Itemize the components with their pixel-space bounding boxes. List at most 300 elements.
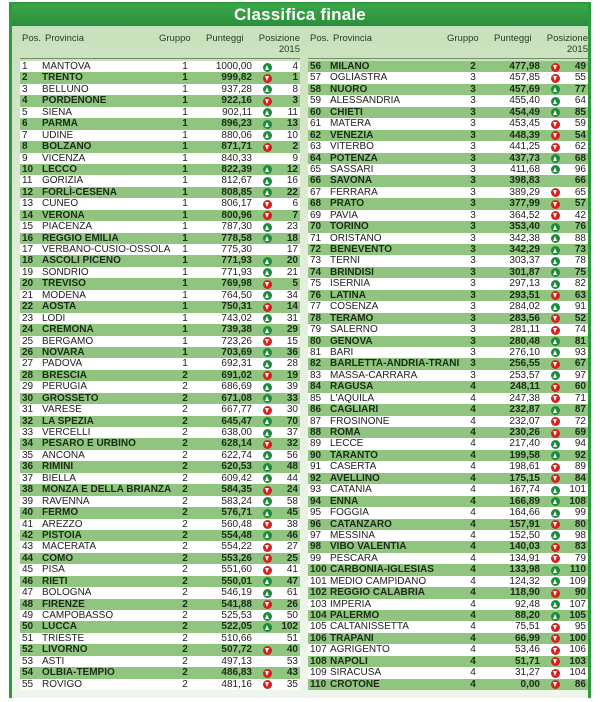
- rank-cell: 25: [22, 335, 34, 347]
- gruppo-cell: 3: [470, 106, 476, 118]
- table-row: [20, 496, 300, 507]
- gruppo-cell: 2: [470, 61, 476, 72]
- rank-cell: 92: [310, 472, 322, 484]
- rank-cell: 45: [22, 564, 34, 576]
- arrow-up-icon: [263, 188, 272, 197]
- rank-cell: 99: [310, 552, 322, 564]
- position-2015-cell: 66: [574, 175, 586, 187]
- punteggi-cell: 75,51: [514, 621, 540, 633]
- gruppo-cell: 4: [470, 678, 476, 690]
- position-2015-cell: 12: [286, 163, 298, 175]
- arrow-up-icon: [551, 531, 560, 540]
- punteggi-cell: 198,61: [509, 461, 540, 473]
- gruppo-cell: 4: [470, 415, 476, 427]
- position-2015-cell: 28: [286, 358, 298, 370]
- rank-cell: 80: [310, 335, 322, 347]
- gruppo-cell: 2: [182, 369, 188, 381]
- arrow-up-icon: [551, 85, 560, 94]
- arrow-down-icon: [551, 326, 560, 335]
- table-row: [308, 278, 588, 289]
- gruppo-cell: 1: [182, 175, 188, 187]
- position-2015-cell: 42: [574, 209, 586, 221]
- punteggi-cell: 293,51: [509, 289, 540, 301]
- arrow-up-icon: [551, 223, 560, 232]
- table-row: [308, 347, 588, 358]
- equal-icon: [263, 154, 272, 163]
- table-row: [20, 644, 300, 655]
- rank-cell: 37: [22, 472, 34, 484]
- position-2015-cell: 76: [574, 221, 586, 233]
- arrow-up-icon: [263, 577, 272, 586]
- gruppo-cell: 1: [182, 232, 188, 244]
- position-2015-cell: 40: [286, 644, 298, 656]
- provincia-cell: CREMONA: [42, 324, 94, 336]
- provincia-cell: PADOVA: [42, 358, 83, 370]
- punteggi-cell: 840,33: [221, 152, 252, 164]
- table-row: [308, 381, 588, 392]
- provincia-cell: MATERA: [330, 118, 371, 130]
- punteggi-cell: 140,03: [509, 541, 540, 553]
- header-gruppo: Gruppo: [447, 33, 479, 44]
- position-2015-cell: 48: [286, 461, 298, 473]
- provincia-cell: REGGIO EMILIA: [42, 232, 119, 244]
- provincia-cell: MODENA: [42, 289, 86, 301]
- table-row: [308, 553, 588, 564]
- provincia-cell: PESCARA: [330, 552, 378, 564]
- position-2015-cell: 7: [292, 209, 298, 221]
- punteggi-cell: 622,74: [221, 449, 252, 461]
- arrow-down-icon: [551, 429, 560, 438]
- rank-cell: 89: [310, 438, 322, 450]
- position-2015-cell: 64: [574, 95, 586, 107]
- rank-cell: 30: [22, 392, 34, 404]
- rank-cell: 24: [22, 324, 34, 336]
- provincia-cell: GROSSETO: [42, 392, 99, 404]
- punteggi-cell: 609,42: [221, 472, 252, 484]
- arrow-up-icon: [263, 463, 272, 472]
- gruppo-cell: 1: [182, 118, 188, 130]
- table-row: [20, 164, 300, 175]
- punteggi-cell: 175,15: [509, 472, 540, 484]
- rank-cell: 91: [310, 461, 322, 473]
- position-2015-cell: 80: [574, 518, 586, 530]
- table-row: [308, 210, 588, 221]
- arrow-down-icon: [263, 554, 272, 563]
- rank-cell: 40: [22, 507, 34, 519]
- arrow-up-icon: [263, 257, 272, 266]
- gruppo-cell: 4: [470, 632, 476, 644]
- provincia-cell: COSENZA: [330, 301, 379, 313]
- position-2015-cell: 19: [286, 369, 298, 381]
- arrow-down-icon: [263, 211, 272, 220]
- gruppo-cell: 3: [470, 198, 476, 210]
- rank-cell: 36: [22, 461, 34, 473]
- provincia-cell: SONDRIO: [42, 266, 89, 278]
- gruppo-cell: 3: [470, 289, 476, 301]
- position-2015-cell: 79: [574, 552, 586, 564]
- punteggi-cell: 377,99: [509, 198, 540, 210]
- arrow-down-icon: [551, 543, 560, 552]
- rank-cell: 15: [22, 221, 34, 233]
- arrow-up-icon: [263, 63, 272, 72]
- table-row: [20, 107, 300, 118]
- punteggi-cell: 230,26: [509, 427, 540, 438]
- table-row: [308, 667, 588, 678]
- punteggi-cell: 453,45: [509, 118, 540, 130]
- arrow-up-icon: [263, 589, 272, 598]
- provincia-cell: TRENTO: [42, 72, 83, 84]
- rank-cell: 8: [22, 141, 28, 153]
- gruppo-cell: 2: [182, 667, 188, 679]
- position-2015-cell: 81: [574, 335, 586, 347]
- punteggi-cell: 554,48: [221, 529, 252, 541]
- punteggi-cell: 628,14: [221, 438, 252, 450]
- position-2015-cell: 102: [281, 621, 298, 633]
- provincia-cell: ASCOLI PICENO: [42, 255, 121, 267]
- rank-cell: 19: [22, 266, 34, 278]
- punteggi-cell: 389,29: [509, 186, 540, 198]
- provincia-cell: RIMINI: [42, 461, 74, 473]
- provincia-cell: CHIETI: [330, 106, 363, 118]
- punteggi-cell: 398,83: [509, 175, 540, 187]
- punteggi-cell: 232,07: [509, 415, 540, 427]
- rank-cell: 74: [310, 266, 322, 278]
- provincia-cell: ROMA: [330, 427, 361, 438]
- gruppo-cell: 2: [182, 610, 188, 621]
- rank-cell: 53: [22, 655, 34, 667]
- provincia-cell: CARBONIA-IGLESIAS: [330, 564, 434, 576]
- rank-cell: 103: [310, 598, 327, 610]
- rank-cell: 104: [310, 610, 327, 621]
- provincia-cell: PALERMO: [330, 610, 380, 621]
- position-2015-cell: 93: [574, 346, 586, 358]
- gruppo-cell: 3: [470, 312, 476, 324]
- gruppo-cell: 2: [182, 404, 188, 416]
- punteggi-cell: 284,02: [509, 301, 540, 313]
- gruppo-cell: 2: [182, 678, 188, 690]
- provincia-cell: AOSTA: [42, 301, 77, 313]
- table-row: [20, 130, 300, 141]
- rank-cell: 10: [22, 163, 34, 175]
- provincia-cell: BRINDISI: [330, 266, 374, 278]
- provincia-cell: VERBANO-CUSIO-OSSOLA: [42, 244, 171, 255]
- punteggi-cell: 164,66: [509, 507, 540, 519]
- rank-cell: 38: [22, 484, 34, 496]
- position-2015-cell: 108: [569, 495, 586, 507]
- punteggi-cell: 550,01: [221, 575, 252, 587]
- position-2015-cell: 5: [292, 278, 298, 290]
- provincia-cell: CASERTA: [330, 461, 377, 473]
- position-2015-cell: 73: [574, 244, 586, 255]
- arrow-down-icon: [551, 646, 560, 655]
- rank-cell: 110: [310, 678, 327, 690]
- rank-cell: 76: [310, 289, 322, 301]
- arrow-up-icon: [551, 486, 560, 495]
- position-2015-cell: 75: [574, 266, 586, 278]
- rank-cell: 4: [22, 95, 28, 107]
- arrow-up-icon: [263, 429, 272, 438]
- table-row: [20, 473, 300, 484]
- table-row: [20, 507, 300, 518]
- position-2015-cell: 26: [286, 598, 298, 610]
- punteggi-cell: 1000,00: [215, 61, 252, 72]
- header-gruppo: Gruppo: [159, 33, 191, 44]
- provincia-cell: VICENZA: [42, 152, 86, 164]
- provincia-cell: UDINE: [42, 129, 74, 141]
- table-row: [308, 198, 588, 209]
- punteggi-cell: 667,77: [221, 404, 252, 416]
- rank-cell: 28: [22, 369, 34, 381]
- rank-cell: 68: [310, 198, 322, 210]
- arrow-up-icon: [551, 337, 560, 346]
- position-2015-cell: 99: [574, 507, 586, 519]
- header-pos: Pos.: [22, 33, 42, 44]
- position-2015-cell: 54: [574, 129, 586, 141]
- position-2015-cell: 71: [574, 392, 586, 404]
- gruppo-cell: 4: [470, 598, 476, 610]
- gruppo-cell: 1: [182, 141, 188, 153]
- rank-cell: 66: [310, 175, 322, 187]
- rank-cell: 73: [310, 255, 322, 267]
- punteggi-cell: 297,13: [509, 278, 540, 290]
- punteggi-cell: 157,91: [509, 518, 540, 530]
- position-2015-cell: 106: [569, 644, 586, 656]
- arrow-up-icon: [263, 223, 272, 232]
- table-row: [308, 336, 588, 347]
- provincia-cell: TERNI: [330, 255, 360, 267]
- gruppo-cell: 2: [182, 472, 188, 484]
- gruppo-cell: 2: [182, 427, 188, 438]
- rank-cell: 32: [22, 415, 34, 427]
- rank-cell: 51: [22, 632, 34, 644]
- provincia-cell: LECCE: [330, 438, 364, 450]
- arrow-up-icon: [551, 154, 560, 163]
- table-row: [20, 633, 300, 644]
- arrow-up-icon: [551, 577, 560, 586]
- punteggi-cell: 771,93: [221, 266, 252, 278]
- gruppo-cell: 4: [470, 552, 476, 564]
- arrow-down-icon: [551, 634, 560, 643]
- gruppo-cell: 3: [470, 369, 476, 381]
- rank-cell: 65: [310, 163, 322, 175]
- gruppo-cell: 1: [182, 301, 188, 313]
- arrow-up-icon: [263, 623, 272, 632]
- punteggi-cell: 554,22: [221, 541, 252, 553]
- provincia-cell: VENEZIA: [330, 129, 374, 141]
- gruppo-cell: 2: [182, 415, 188, 427]
- punteggi-cell: 253,57: [509, 369, 540, 381]
- punteggi-cell: 723,26: [221, 335, 252, 347]
- table-row: [20, 255, 300, 266]
- arrow-down-icon: [551, 74, 560, 83]
- position-2015-cell: 34: [286, 289, 298, 301]
- page-title: Classifica finale: [234, 5, 366, 24]
- arrow-down-icon: [551, 669, 560, 678]
- rank-cell: 97: [310, 529, 322, 541]
- arrow-up-icon: [551, 451, 560, 460]
- table-row: [20, 450, 300, 461]
- punteggi-cell: 448,39: [509, 129, 540, 141]
- position-2015-cell: 105: [569, 610, 586, 621]
- provincia-cell: LUCCA: [42, 621, 77, 633]
- position-2015-cell: 94: [574, 438, 586, 450]
- rank-cell: 62: [310, 129, 322, 141]
- position-2015-cell: 91: [574, 301, 586, 313]
- arrow-down-icon: [551, 680, 560, 689]
- punteggi-cell: 541,88: [221, 598, 252, 610]
- provincia-cell: POTENZA: [330, 152, 378, 164]
- gruppo-cell: 3: [470, 141, 476, 153]
- rank-cell: 102: [310, 587, 327, 599]
- table-row: [308, 541, 588, 552]
- arrow-down-icon: [263, 97, 272, 106]
- arrow-up-icon: [263, 509, 272, 518]
- arrow-down-icon: [263, 543, 272, 552]
- position-2015-cell: 3: [292, 95, 298, 107]
- position-2015-cell: 18: [286, 232, 298, 244]
- position-2015-cell: 46: [286, 529, 298, 541]
- gruppo-cell: 1: [182, 198, 188, 210]
- rank-cell: 48: [22, 598, 34, 610]
- rank-cell: 78: [310, 312, 322, 324]
- position-2015-cell: 98: [574, 529, 586, 541]
- provincia-cell: L'AQUILA: [330, 392, 375, 404]
- provincia-cell: MEDIO CAMPIDANO: [330, 575, 427, 587]
- arrow-down-icon: [551, 131, 560, 140]
- table-row: [308, 107, 588, 118]
- position-2015-cell: 70: [286, 415, 298, 427]
- punteggi-cell: 134,91: [509, 552, 540, 564]
- gruppo-cell: 4: [470, 644, 476, 656]
- gruppo-cell: 3: [470, 163, 476, 175]
- rank-cell: 17: [22, 244, 34, 255]
- rank-cell: 1: [22, 61, 28, 72]
- provincia-cell: TRAPANI: [330, 632, 374, 644]
- table-row: [20, 610, 300, 621]
- table-row: [20, 221, 300, 232]
- provincia-cell: SIENA: [42, 106, 73, 118]
- gruppo-cell: 4: [470, 495, 476, 507]
- provincia-cell: OLBIA-TEMPIO: [42, 667, 115, 679]
- table-row: [308, 221, 588, 232]
- header-punteggi: Punteggi: [494, 33, 532, 44]
- arrow-up-icon: [551, 280, 560, 289]
- arrow-down-icon: [263, 303, 272, 312]
- arrow-up-icon: [263, 108, 272, 117]
- arrow-down-icon: [263, 440, 272, 449]
- punteggi-cell: 750,31: [221, 301, 252, 313]
- provincia-cell: TERAMO: [330, 312, 374, 324]
- provincia-cell: BENEVENTO: [330, 244, 393, 255]
- gruppo-cell: 2: [182, 392, 188, 404]
- rank-cell: 34: [22, 438, 34, 450]
- arrow-up-icon: [551, 268, 560, 277]
- table-row: [308, 393, 588, 404]
- position-2015-cell: 13: [286, 118, 298, 130]
- punteggi-cell: 53,46: [514, 644, 540, 656]
- table-row: [20, 95, 300, 106]
- punteggi-cell: 124,32: [509, 575, 540, 587]
- equal-icon: [263, 246, 272, 255]
- provincia-cell: ANCONA: [42, 449, 85, 461]
- header-anno: 2015: [278, 44, 300, 55]
- header-provincia: Provincia: [333, 33, 373, 44]
- position-2015-cell: 83: [574, 541, 586, 553]
- gruppo-cell: 3: [470, 95, 476, 107]
- rank-cell: 58: [310, 83, 322, 95]
- provincia-cell: PIACENZA: [42, 221, 93, 233]
- punteggi-cell: 553,26: [221, 552, 252, 564]
- arrow-down-icon: [551, 417, 560, 426]
- punteggi-cell: 248,11: [509, 381, 540, 393]
- position-2015-cell: 15: [286, 335, 298, 347]
- table-row: [308, 153, 588, 164]
- gruppo-cell: 4: [470, 655, 476, 667]
- arrow-down-icon: [551, 657, 560, 666]
- provincia-cell: MESSINA: [330, 529, 376, 541]
- provincia-cell: REGGIO CALABRIA: [330, 587, 425, 599]
- gruppo-cell: 3: [470, 358, 476, 370]
- arrow-up-icon: [263, 531, 272, 540]
- provincia-cell: VERONA: [42, 209, 85, 221]
- provincia-cell: CROTONE: [330, 678, 380, 690]
- provincia-cell: TREVISO: [42, 278, 86, 290]
- gruppo-cell: 1: [182, 106, 188, 118]
- punteggi-cell: 671,08: [221, 392, 252, 404]
- position-2015-cell: 77: [574, 83, 586, 95]
- rank-cell: 100: [310, 564, 327, 576]
- provincia-cell: SALERNO: [330, 324, 378, 336]
- provincia-cell: MILANO: [330, 61, 370, 72]
- punteggi-cell: 133,98: [509, 564, 540, 576]
- position-2015-cell: 8: [292, 83, 298, 95]
- gruppo-cell: 4: [470, 575, 476, 587]
- table-row: [20, 141, 300, 152]
- punteggi-cell: 822,39: [221, 163, 252, 175]
- rank-cell: 11: [22, 175, 33, 187]
- provincia-cell: PERUGIA: [42, 381, 88, 393]
- position-2015-cell: 6: [292, 198, 298, 210]
- punteggi-cell: 871,71: [221, 141, 252, 153]
- arrow-down-icon: [263, 566, 272, 575]
- punteggi-cell: 303,37: [509, 255, 540, 267]
- punteggi-cell: 31,27: [514, 667, 540, 679]
- provincia-cell: MASSA-CARRARA: [330, 369, 418, 381]
- rank-cell: 29: [22, 381, 34, 393]
- provincia-cell: FERMO: [42, 507, 79, 519]
- provincia-cell: PISA: [42, 564, 65, 576]
- table-row: [308, 324, 588, 335]
- punteggi-cell: 692,31: [221, 358, 252, 370]
- provincia-cell: VITERBO: [330, 141, 374, 153]
- position-2015-cell: 103: [569, 655, 586, 667]
- table-row: [20, 381, 300, 392]
- arrow-up-icon: [263, 131, 272, 140]
- header-posizione: Posizione: [258, 33, 300, 44]
- punteggi-cell: 551,60: [221, 564, 252, 576]
- provincia-cell: BERGAMO: [42, 335, 94, 347]
- gruppo-cell: 3: [470, 324, 476, 336]
- provincia-cell: BOLZANO: [42, 141, 92, 153]
- rank-cell: 26: [22, 346, 34, 358]
- gruppo-cell: 2: [182, 449, 188, 461]
- provincia-cell: BIELLA: [42, 472, 76, 484]
- table-row: [20, 187, 300, 198]
- punteggi-cell: 787,30: [221, 221, 252, 233]
- position-2015-cell: 45: [286, 507, 298, 519]
- table-row: [20, 198, 300, 209]
- table-row: [308, 519, 588, 530]
